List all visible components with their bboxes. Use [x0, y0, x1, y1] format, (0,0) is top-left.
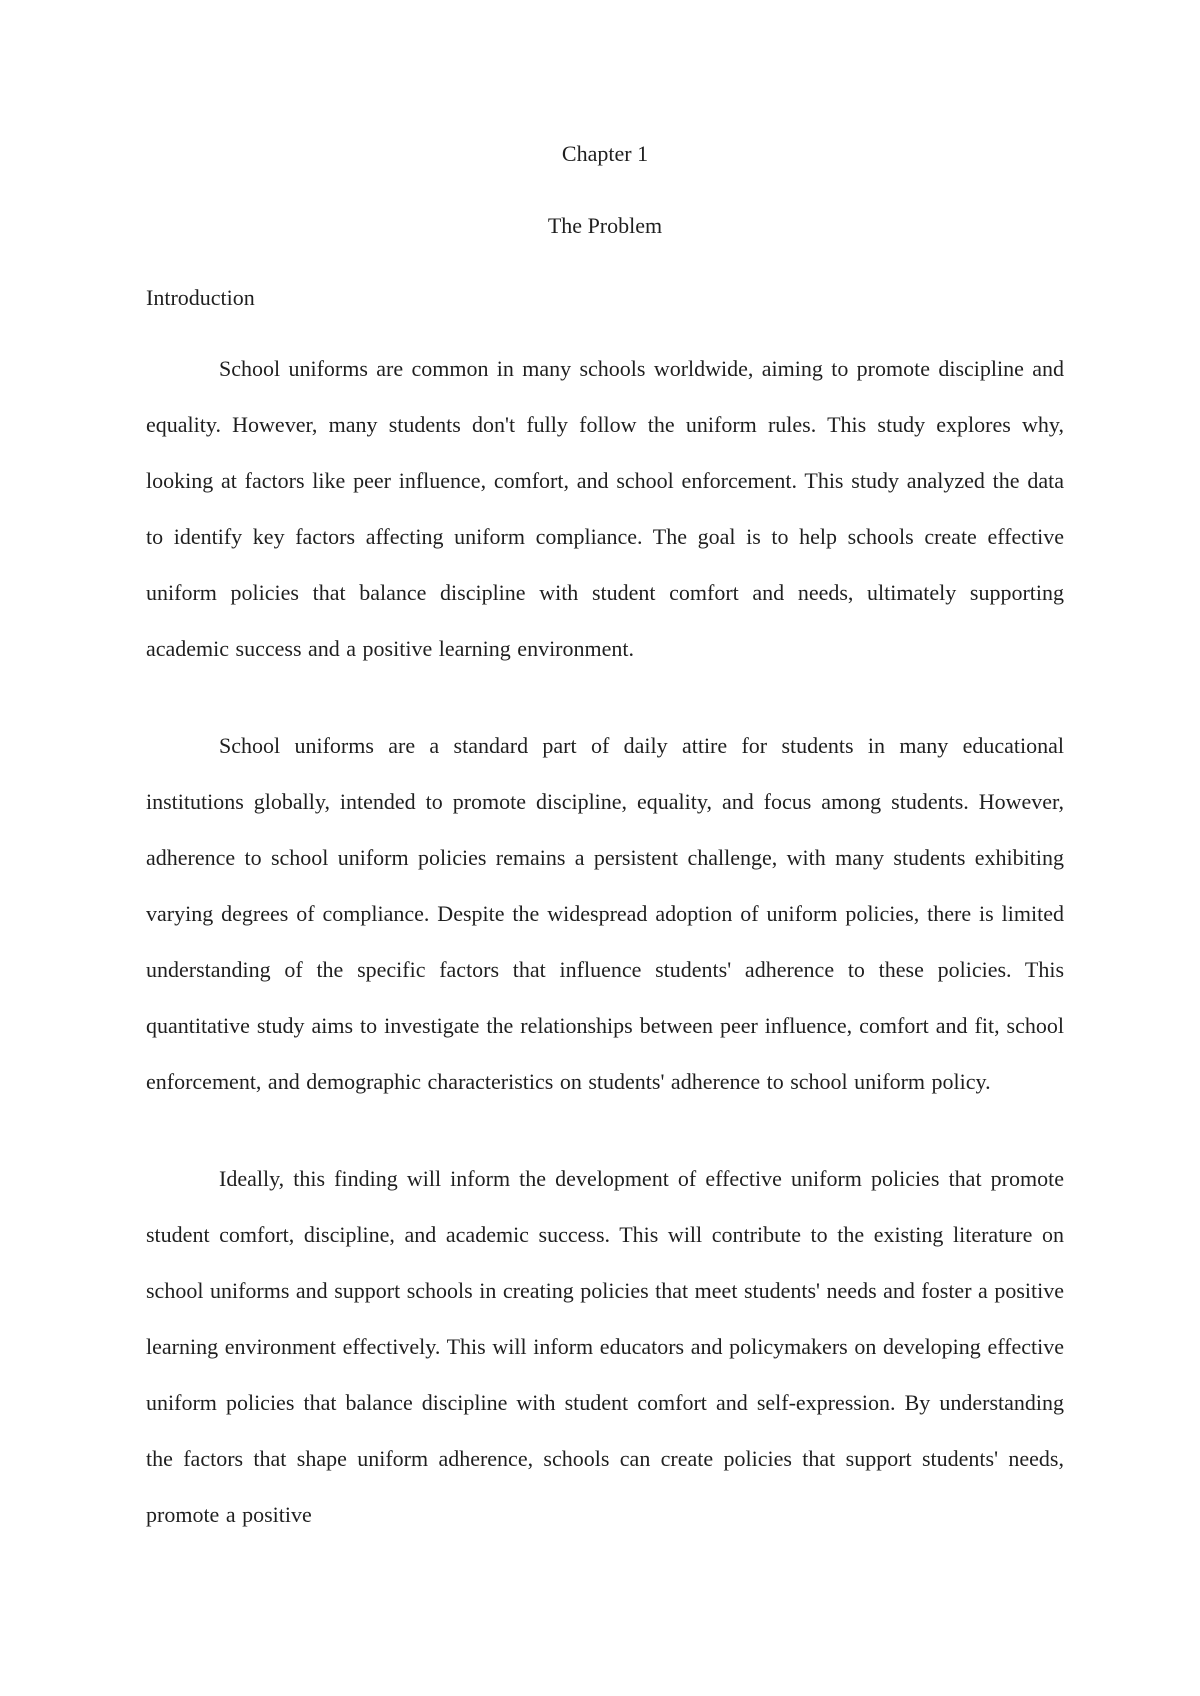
- page-content: [146, 142, 1064, 1543]
- body-paragraph: School uniforms are common in many schools worldwide, aiming to promote discipline and equality. However, many students don't fully follow the uniform rules. This study explores why, looking at factors like peer influence, comfort, and school enforcement. This study analyzed the data to identify key factors affecting uniform compliance. The goal is to help schools create effective uniform policies that balance discipline with student comfort and needs, ultimately supporting academic success and a positive learning environment.: [146, 356, 1064, 661]
- section-heading: Introduction: [146, 285, 255, 310]
- body-paragraph: School uniforms are a standard part of daily attire for students in many educational institutions globally, intended to promote discipline, equality, and focus among students. However, adherence to school uniform policies remains a persistent challenge, with many students exhibiting varying degrees of compliance. Despite the widespread adoption of uniform policies, there is limited understanding of the specific factors that influence students' adherence to these policies. This quantitative study aims to investigate the relationships between peer influence, comfort and fit, school enforcement, and demographic characteristics on students' adherence to school uniform policy.: [146, 733, 1064, 1094]
- chapter-label: Chapter 1: [561, 141, 649, 166]
- body-paragraph: Ideally, this finding will inform the development of effective uniform policies that promote student comfort, discipline, and academic success. This will contribute to the existing literature on school uniforms and support schools in creating policies that meet students' needs and foster a positive learning environment effectively. This will inform educators and policymakers on developing effective uniform policies that balance discipline with student comfort and self-expression. By understanding the factors that shape uniform adherence, schools can create policies that support students' needs, promote a positive: [146, 1166, 1064, 1527]
- chapter-title: The Problem: [547, 213, 663, 238]
